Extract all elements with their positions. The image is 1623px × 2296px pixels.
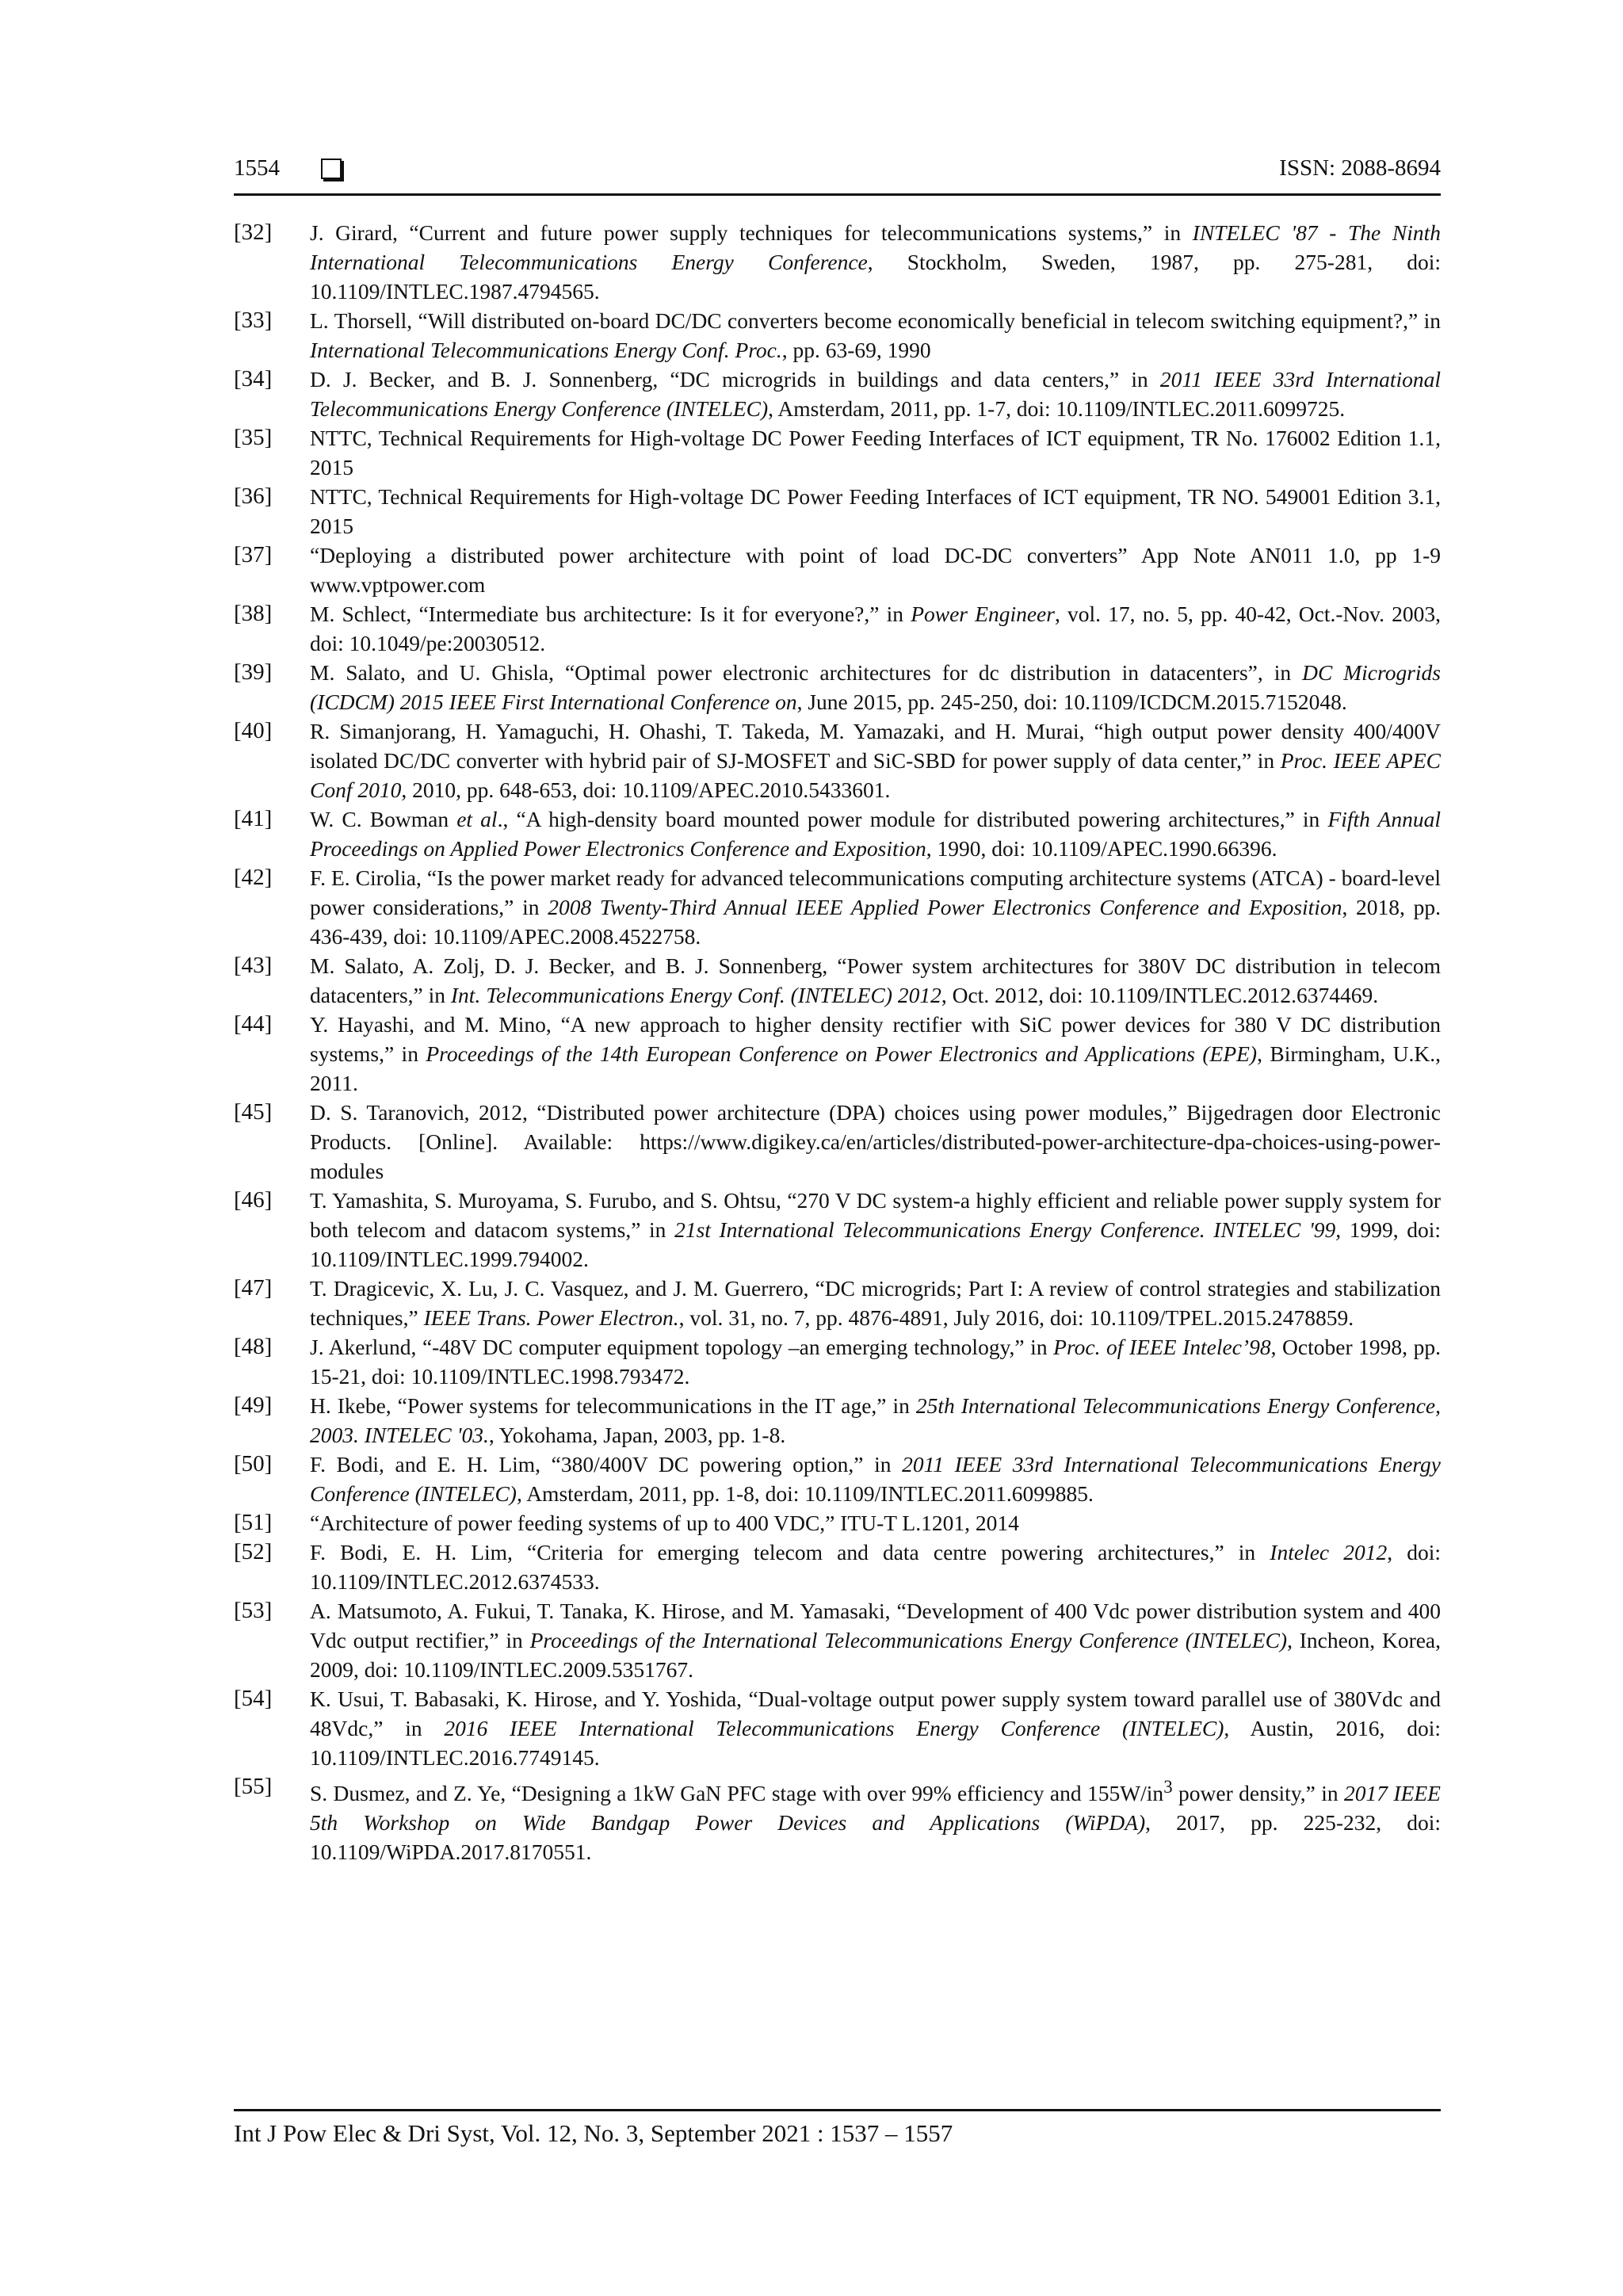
reference-item <box>234 951 1441 1010</box>
reference-segment: , vol. 31, no. 7, pp. 4876-4891, July 2016, doi: 10.1109/TPEL.2015.2478859. <box>678 1305 1354 1330</box>
reference-segment: D. J. Becker, and B. J. Sonnenberg, “DC microgrids in buildings and data centers,” in <box>310 367 1160 392</box>
reference-number: [39] <box>234 659 273 685</box>
reference-text <box>310 599 1441 658</box>
reference-segment: , Incheon, Korea, 2009, doi: 10.1109/INTLEC.2009.5351767. <box>310 1628 1442 1682</box>
reference-venue: Fifth Annual Proceedings on Applied Power Electronics Conference and Exposition <box>310 807 1441 861</box>
reference-text <box>310 1391 1441 1450</box>
reference-segment: Amsterdam, 2011, pp. 1-8, doi: 10.1109/INTLEC.2011.6099885. <box>521 1481 1094 1506</box>
reference-item <box>234 1391 1441 1450</box>
reference-segment: T. Yamashita, S. Muroyama, S. Furubo, and S. Ohtsu, “270 V DC system-a highly efficient and reliable power supply system for both telecom and datacom systems,” in <box>310 1188 1441 1242</box>
reference-venue: INTELEC '87 - The Ninth International Telecommunications Energy Conference <box>310 220 1441 274</box>
reference-item <box>234 1450 1441 1508</box>
reference-item <box>234 365 1441 423</box>
footer-citation: Int J Pow Elec & Dri Syst, Vol. 12, No. 3, September 2021 : 1537 – 1557 <box>234 2119 953 2147</box>
reference-venue: Proceedings of the 14th European Conference on Power Electronics and Applications (EPE) <box>426 1041 1258 1066</box>
reference-text <box>310 306 1441 365</box>
reference-segment: , Yokohama, Japan, 2003, pp. 1-8. <box>488 1423 786 1447</box>
reference-segment: , Amsterdam, 2011, pp. 1-7, doi: 10.1109/INTLEC.2011.6099725. <box>768 396 1346 421</box>
reference-segment: , 2018, pp. 436-439, doi: 10.1109/APEC.2008.4522758. <box>310 895 1442 949</box>
reference-venue: Power Engineer <box>911 602 1055 626</box>
reference-segment: NTTC, Technical Requirements for High-voltage DC Power Feeding Interfaces of ICT equipment, TR NO. 549001 Edition 3.1, 2015 <box>310 484 1441 538</box>
reference-text <box>310 951 1441 1010</box>
reference-item <box>234 1772 1441 1866</box>
reference-number: [53] <box>234 1598 273 1623</box>
reference-number: [46] <box>234 1187 273 1213</box>
reference-segment: M. Salato, A. Zolj, D. J. Becker, and B. J. Sonnenberg, “Power system architectures for 380V DC distribution in telecom datacenters,” in <box>310 953 1441 1007</box>
reference-text <box>310 1332 1441 1391</box>
reference-text <box>310 863 1441 951</box>
reference-segment: , doi: 10.1109/INTLEC.2012.6374533. <box>310 1540 1441 1594</box>
reference-segment: , Oct. 2012, doi: 10.1109/INTLEC.2012.6374469. <box>941 983 1379 1007</box>
reference-segment: , June 2015, pp. 245-250, doi: 10.1109/ICDCM.2015.7152048. <box>796 690 1347 714</box>
reference-number: [40] <box>234 718 273 743</box>
reference-text <box>310 1596 1441 1684</box>
reference-number: [38] <box>234 601 273 626</box>
reference-text <box>310 716 1441 804</box>
reference-text <box>310 1098 1441 1186</box>
reference-segment: D. S. Taranovich, 2012, “Distributed power architecture (DPA) choices using power modules,” Bijgedragen door Electronic Products. [Online]. Available: https://www.digikey.ca/en/articles/distributed-power-architecture-dpa-choices-using-power-modules <box>310 1100 1441 1183</box>
reference-number: [52] <box>234 1539 273 1564</box>
reference-item <box>234 1508 1441 1538</box>
reference-list <box>234 218 1441 1866</box>
reference-segment: ., “A high-density board mounted power module for distributed powering architectures,” in <box>497 807 1328 831</box>
reference-number: [34] <box>234 366 273 392</box>
reference-number: [54] <box>234 1686 273 1711</box>
reference-text <box>310 1684 1441 1772</box>
reference-segment: F. Bodi, and E. H. Lim, “380/400V DC powering option,” in <box>310 1452 903 1477</box>
page-footer <box>234 2109 1441 2148</box>
reference-segment: , pp. 63-69, 1990 <box>781 338 931 362</box>
reference-text <box>310 1508 1441 1538</box>
reference-venue: Proceedings of the International Telecommunications Energy Conference (INTELEC) <box>529 1628 1288 1652</box>
reference-number: [44] <box>234 1011 273 1037</box>
reference-text <box>310 365 1441 423</box>
reference-item <box>234 804 1441 863</box>
reference-segment: , 1990, doi: 10.1109/APEC.1990.66396. <box>926 836 1277 861</box>
reference-segment: M. Schlect, “Intermediate bus architecture: Is it for everyone?,” in <box>310 602 911 626</box>
reference-segment: S. Dusmez, and Z. Ye, “Designing a 1kW GaN PFC stage with over 99% efficiency and 155W/in <box>310 1781 1164 1806</box>
reference-venue: Intelec 2012 <box>1270 1540 1388 1564</box>
reference-item <box>234 1538 1441 1596</box>
reference-item <box>234 218 1441 306</box>
issn: ISSN: 2088-8694 <box>1279 155 1441 181</box>
reference-segment: power density,” in <box>1172 1781 1345 1806</box>
reference-venue: IEEE Trans. Power Electron. <box>423 1305 679 1330</box>
reference-number: [49] <box>234 1392 273 1418</box>
reference-item <box>234 863 1441 951</box>
reference-segment: , Stockholm, Sweden, 1987, pp. 275-281, doi: 10.1109/INTLEC.1987.4794565. <box>310 250 1441 304</box>
reference-venue: 2016 IEEE International Telecommunications Energy Conference (INTELEC) <box>444 1716 1224 1740</box>
reference-segment: , Birmingham, U.K., 2011. <box>310 1041 1441 1095</box>
reference-segment: A. Matsumoto, A. Fukui, T. Tanaka, K. Hirose, and M. Yamasaki, “Development of 400 Vdc power distribution system and 400 Vdc output rectifier,” in <box>310 1599 1441 1652</box>
reference-number: [55] <box>234 1774 273 1799</box>
reference-segment: J. Girard, “Current and future power supply techniques for telecommunications systems,” in <box>310 220 1193 245</box>
reference-number: [45] <box>234 1099 273 1125</box>
superscript: 3 <box>1163 1777 1173 1797</box>
reference-segment: “Architecture of power feeding systems of up to 400 VDC,” ITU-T L.1201, 2014 <box>310 1511 1019 1535</box>
reference-item <box>234 599 1441 658</box>
reference-segment: H. Ikebe, “Power systems for telecommunications in the IT age,” in <box>310 1393 916 1418</box>
reference-item <box>234 1684 1441 1772</box>
reference-segment: K. Usui, T. Babasaki, K. Hirose, and Y. Yoshida, “Dual-voltage output power supply system toward parallel use of 380Vdc and 48Vdc,” in <box>310 1687 1441 1740</box>
reference-text <box>310 1450 1441 1508</box>
reference-number: [42] <box>234 865 273 890</box>
reference-segment: 1999, doi: 10.1109/INTLEC.1999.794002. <box>310 1217 1441 1271</box>
reference-venue: 2017 IEEE 5th Workshop on Wide Bandgap Power Devices and Applications (WiPDA) <box>310 1781 1441 1836</box>
reference-segment: , 2017, pp. 225-232, doi: 10.1109/WiPDA.2017.8170551. <box>310 1810 1441 1865</box>
reference-item <box>234 306 1441 365</box>
reference-segment: W. C. Bowman <box>310 807 457 831</box>
reference-text <box>310 541 1441 599</box>
reference-segment: J. Akerlund, “-48V DC computer equipment topology –an emerging technology,” in <box>310 1335 1054 1359</box>
reference-segment: F. Bodi, E. H. Lim, “Criteria for emerging telecom and data centre powering architectures,” in <box>310 1540 1270 1564</box>
reference-segment: F. E. Cirolia, “Is the power market ready for advanced telecommunications computing architecture systems (ATCA) - board-level power considerations,” in <box>310 865 1441 919</box>
reference-segment: , 2010, pp. 648-653, doi: 10.1109/APEC.2010.5433601. <box>401 777 891 802</box>
reference-number: [43] <box>234 953 273 978</box>
reference-item <box>234 423 1441 482</box>
reference-venue: 21st International Telecommunications Energy Conference. INTELEC '99, <box>674 1217 1342 1242</box>
reference-item <box>234 1098 1441 1186</box>
checkbox-square-icon <box>321 159 342 179</box>
page-number: 1554 <box>234 155 280 181</box>
reference-venue: 2011 IEEE 33rd International Telecommunications Energy Conference (INTELEC) <box>310 367 1442 421</box>
reference-segment: T. Dragicevic, X. Lu, J. C. Vasquez, and J. M. Guerrero, “DC microgrids; Part I: A review of control strategies and stabilization techniques,” <box>310 1276 1441 1330</box>
reference-segment: , October 1998, pp. 15-21, doi: 10.1109/INTLEC.1998.793472. <box>310 1335 1441 1389</box>
reference-number: [32] <box>234 220 273 245</box>
reference-number: [47] <box>234 1275 273 1301</box>
reference-text <box>310 658 1441 716</box>
reference-segment: L. Thorsell, “Will distributed on-board DC/DC converters become economically beneficial in telecom switching equipment?,” in <box>310 308 1441 333</box>
reference-item <box>234 1274 1441 1332</box>
reference-item <box>234 541 1441 599</box>
reference-text <box>310 1010 1441 1098</box>
reference-text <box>310 1186 1441 1274</box>
reference-segment: M. Salato, and U. Ghisla, “Optimal power electronic architectures for dc distribution in datacenters”, in <box>310 660 1303 685</box>
reference-text <box>310 482 1441 541</box>
reference-text <box>310 423 1441 482</box>
reference-item <box>234 1596 1441 1684</box>
reference-item <box>234 482 1441 541</box>
reference-item <box>234 1332 1441 1391</box>
reference-segment: , vol. 17, no. 5, pp. 40-42, Oct.-Nov. 2003, doi: 10.1049/pe:20030512. <box>310 602 1441 655</box>
reference-venue: DC Microgrids (ICDCM) 2015 IEEE First International Conference on <box>310 660 1441 714</box>
reference-item <box>234 1186 1441 1274</box>
page-header <box>234 155 1441 196</box>
reference-segment: Y. Hayashi, and M. Mino, “A new approach to higher density rectifier with SiC power devices for 380 V DC distribution systems,” in <box>310 1012 1441 1066</box>
reference-text <box>310 218 1441 306</box>
reference-venue: et al <box>456 807 498 831</box>
reference-venue: International Telecommunications Energy Conf. Proc. <box>310 338 782 362</box>
reference-number: [33] <box>234 308 273 333</box>
reference-number: [50] <box>234 1451 273 1477</box>
reference-item <box>234 658 1441 716</box>
reference-venue: 2011 IEEE 33rd International Telecommunications Energy Conference (INTELEC), <box>310 1452 1441 1506</box>
reference-segment: “Deploying a distributed power architecture with point of load DC-DC converters” App Note AN011 1.0, pp 1-9 www.vptpower.com <box>310 543 1441 597</box>
reference-venue: Int. Telecommunications Energy Conf. (INTELEC) 2012 <box>450 983 941 1007</box>
reference-venue: Proc. of IEEE Intelec’98 <box>1053 1335 1271 1359</box>
reference-number: [36] <box>234 483 273 509</box>
reference-venue: 2008 Twenty-Third Annual IEEE Applied Power Electronics Conference and Exposition <box>548 895 1342 919</box>
reference-venue: Proc. IEEE APEC Conf 2010 <box>310 748 1441 802</box>
reference-text <box>310 804 1441 863</box>
reference-text <box>310 1772 1441 1866</box>
reference-text <box>310 1274 1441 1332</box>
reference-number: [51] <box>234 1510 273 1535</box>
reference-number: [48] <box>234 1334 273 1359</box>
reference-segment: R. Simanjorang, H. Yamaguchi, H. Ohashi, T. Takeda, M. Yamazaki, and H. Murai, “high output power density 400/400V isolated DC/DC converter with hybrid pair of SJ-MOSFET and SiC-SBD for power supply of data center,” in <box>310 719 1441 773</box>
reference-segment: , Austin, 2016, doi: 10.1109/INTLEC.2016.7749145. <box>310 1716 1441 1770</box>
reference-number: [37] <box>234 542 273 567</box>
reference-venue: 25th International Telecommunications Energy Conference, 2003. INTELEC '03. <box>310 1393 1441 1447</box>
reference-number: [41] <box>234 806 273 831</box>
reference-item <box>234 1010 1441 1098</box>
reference-number: [35] <box>234 425 273 450</box>
reference-segment: NTTC, Technical Requirements for High-voltage DC Power Feeding Interfaces of ICT equipment, TR No. 176002 Edition 1.1, 2015 <box>310 426 1441 479</box>
reference-item <box>234 716 1441 804</box>
reference-text <box>310 1538 1441 1596</box>
